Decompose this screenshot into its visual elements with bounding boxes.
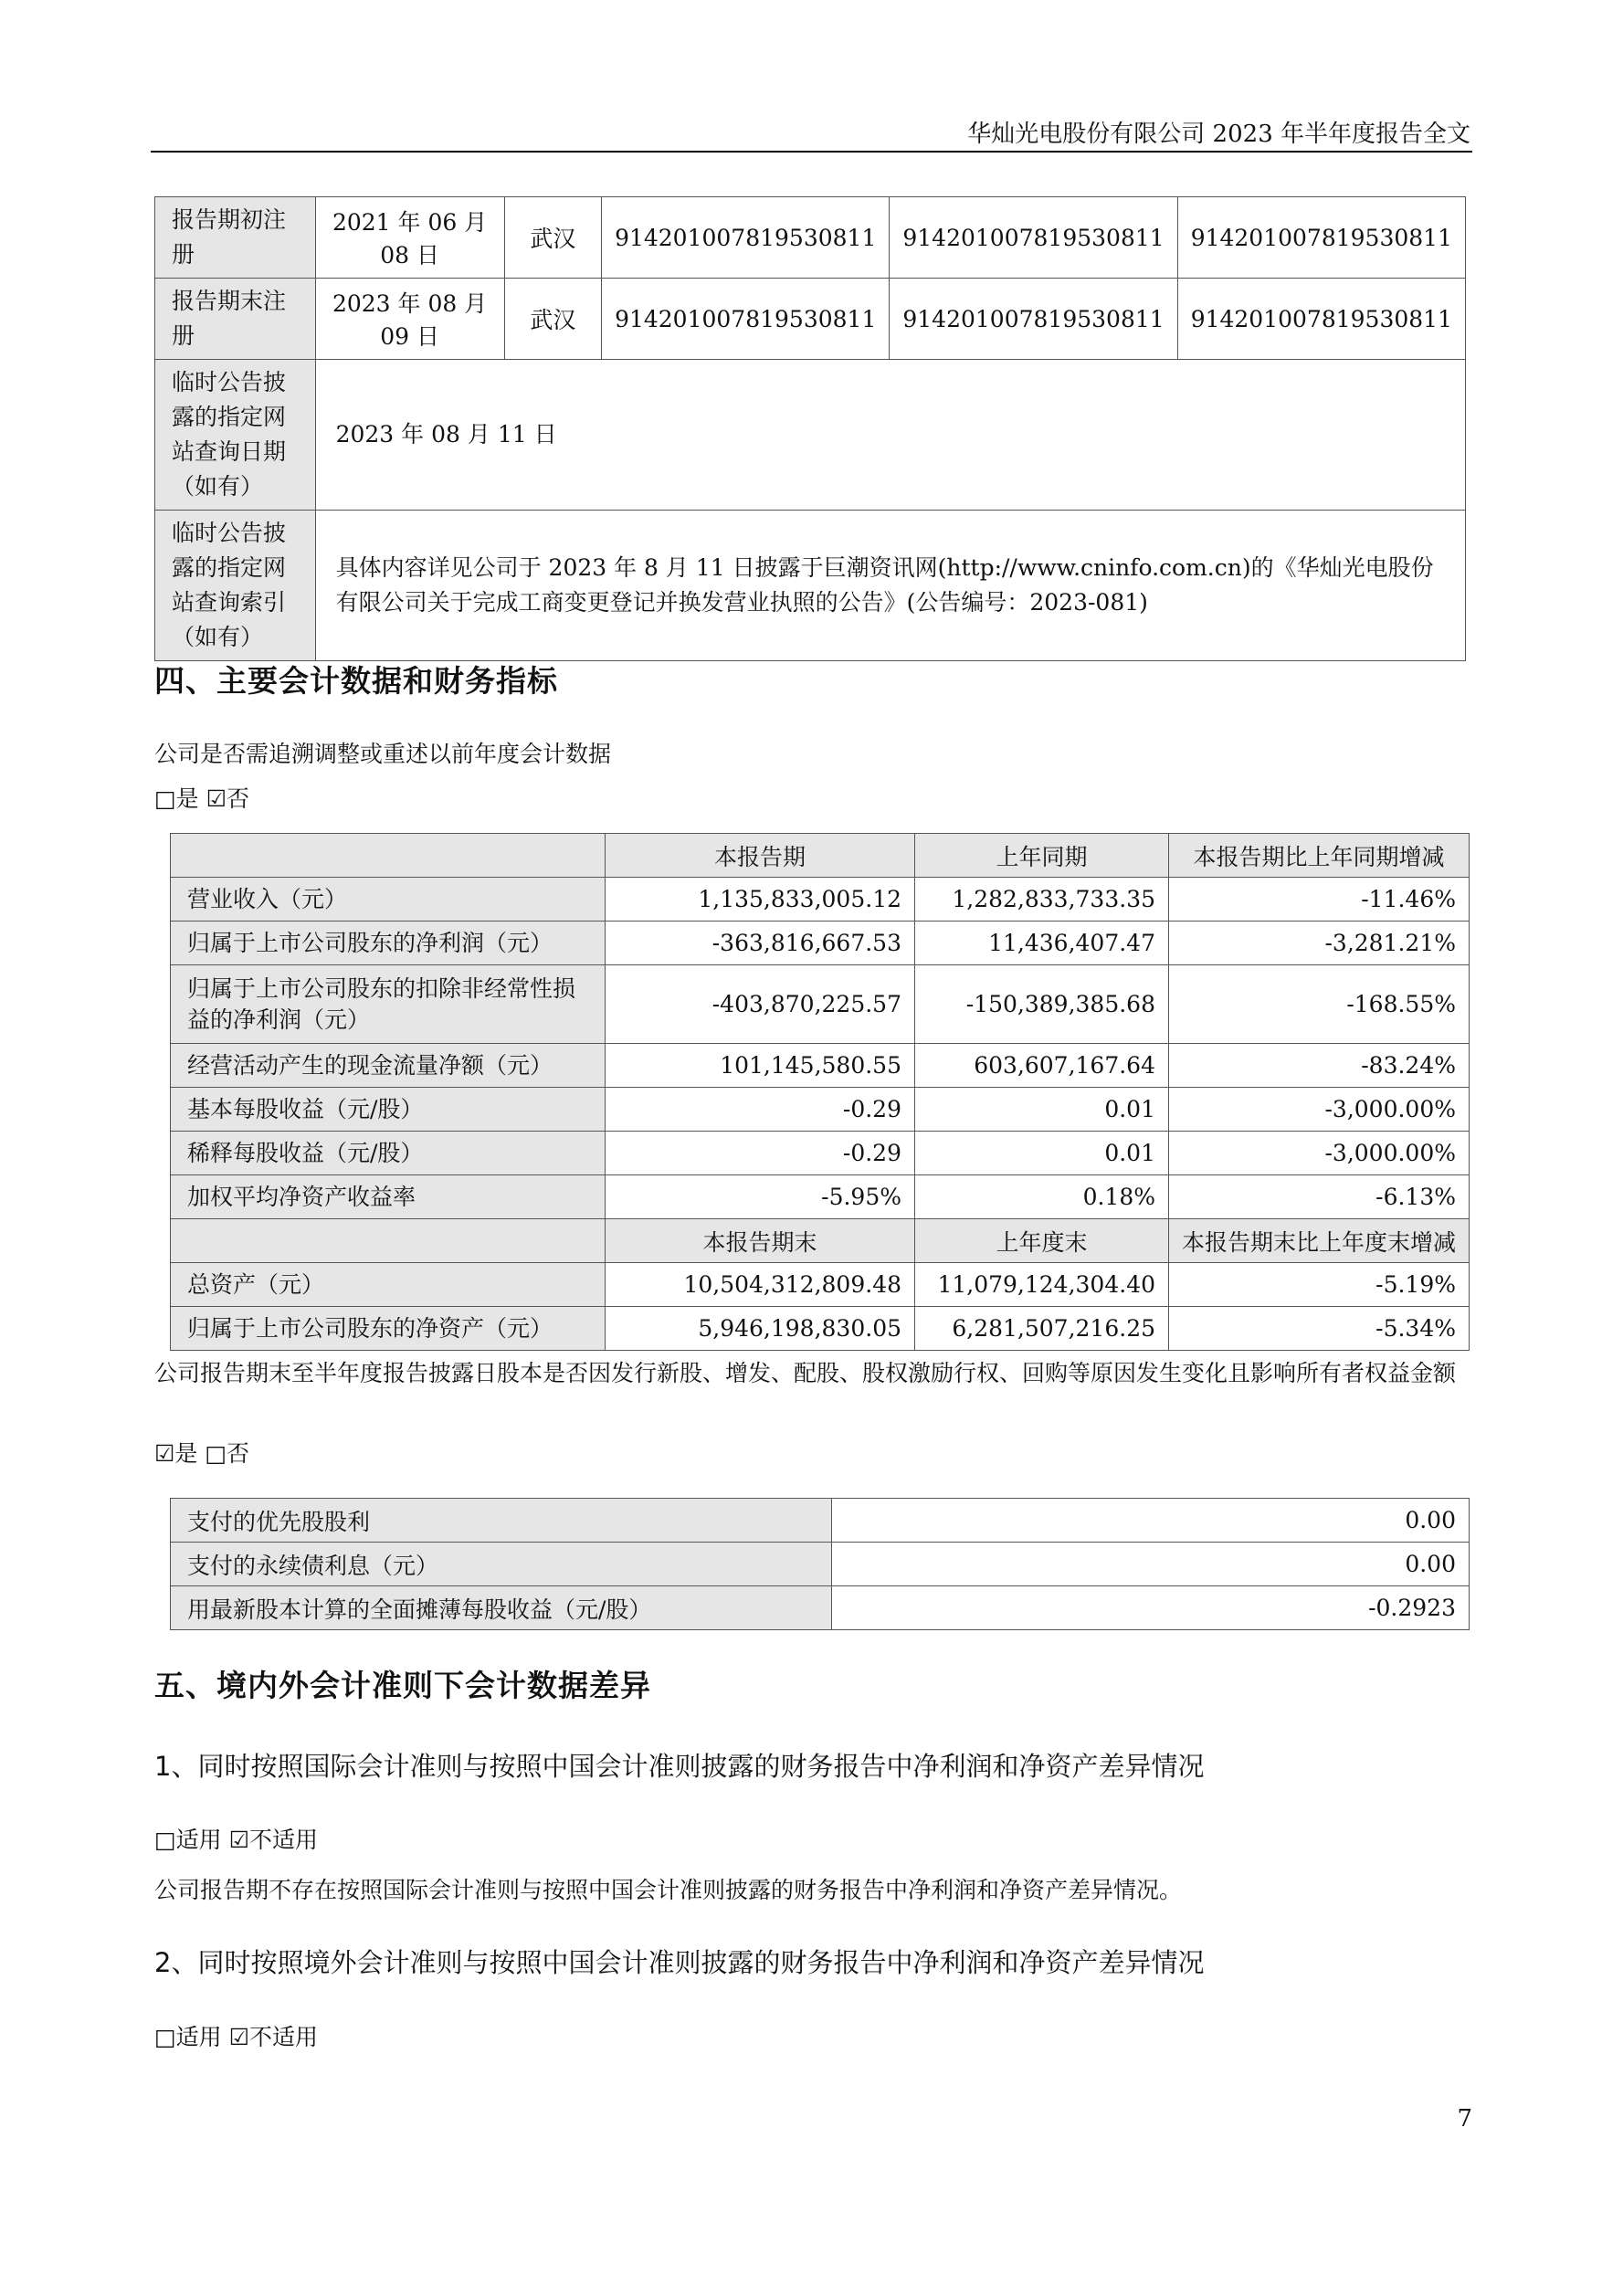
query-date-row <box>155 360 1466 511</box>
change-value: -3,000.00% <box>1169 1132 1470 1175</box>
subsection-1-text: 公司报告期不存在按照国际会计准则与按照中国会计准则披露的财务报告中净利润和净资产差异情况。 <box>154 1877 1183 1903</box>
row-label: 总资产（元） <box>171 1263 606 1307</box>
query-date-label: 临时公告披露的指定网站查询日期（如有） <box>155 360 316 511</box>
query-index-row <box>155 511 1466 661</box>
registration-code: 914201007819530811 <box>602 197 890 279</box>
section-4-title: 四、主要会计数据和财务指标 <box>154 663 558 699</box>
table-row <box>171 1263 1470 1307</box>
row-label: 经营活动产生的现金流量净额（元） <box>171 1044 606 1088</box>
row-value: 0.00 <box>832 1543 1470 1586</box>
subsection-2-title: 2、同时按照境外会计准则与按照中国会计准则披露的财务报告中净利润和净资产差异情况 <box>154 1947 1205 1978</box>
registration-code: 914201007819530811 <box>1177 197 1465 279</box>
prior-value: 0.01 <box>915 1088 1169 1132</box>
current-value: -0.29 <box>606 1088 915 1132</box>
registration-table <box>154 196 1466 661</box>
change-value: -3,281.21% <box>1169 922 1470 965</box>
table-row <box>171 1175 1470 1219</box>
prior-value: 6,281,507,216.25 <box>915 1307 1169 1351</box>
registration-label: 报告期初注册 <box>155 197 316 279</box>
report-header-title: 华灿光电股份有限公司 2023 年半年度报告全文 <box>967 121 1470 148</box>
row-label: 营业收入（元） <box>171 878 606 922</box>
table-row <box>171 1586 1470 1630</box>
eps-table <box>170 1498 1470 1630</box>
financial-indicators-table <box>170 833 1470 1351</box>
row-label: 支付的优先股股利 <box>171 1499 832 1543</box>
share-change-question: 公司报告期末至半年度报告披露日股本是否因发行新股、增发、配股、股权激励行权、回购等原因发生变化且影响所有者权益金额 <box>154 1360 1457 1386</box>
current-value: -403,870,225.57 <box>606 965 915 1044</box>
registration-code: 914201007819530811 <box>1177 279 1465 360</box>
section-5-title: 五、境内外会计准则下会计数据差异 <box>154 1668 651 1703</box>
prior-value: 11,079,124,304.40 <box>915 1263 1169 1307</box>
column-header: 本报告期比上年同期增减 <box>1169 834 1470 878</box>
table-row <box>171 1307 1470 1351</box>
registration-row <box>155 279 1466 360</box>
current-value: 1,135,833,005.12 <box>606 878 915 922</box>
change-value: -168.55% <box>1169 965 1470 1044</box>
row-label: 归属于上市公司股东的扣除非经常性损益的净利润（元） <box>171 965 606 1044</box>
prior-value: 0.01 <box>915 1132 1169 1175</box>
table-header-row <box>171 834 1470 878</box>
registration-code: 914201007819530811 <box>890 279 1177 360</box>
change-value: -3,000.00% <box>1169 1088 1470 1132</box>
change-value: -6.13% <box>1169 1175 1470 1219</box>
current-value: -0.29 <box>606 1132 915 1175</box>
retro-answer: □是 ☑否 <box>154 785 249 812</box>
registration-label: 报告期末注册 <box>155 279 316 360</box>
table-row <box>171 1499 1470 1543</box>
query-index-label: 临时公告披露的指定网站查询索引（如有） <box>155 511 316 661</box>
column-header: 上年同期 <box>915 834 1169 878</box>
prior-value: 11,436,407.47 <box>915 922 1169 965</box>
current-value: 5,946,198,830.05 <box>606 1307 915 1351</box>
registration-place: 武汉 <box>504 279 601 360</box>
row-label: 用最新股本计算的全面摊薄每股收益（元/股） <box>171 1586 832 1630</box>
row-label: 稀释每股收益（元/股） <box>171 1132 606 1175</box>
column-header: 本报告期 <box>606 834 915 878</box>
change-value: -11.46% <box>1169 878 1470 922</box>
subsection-1-answer: □适用 ☑不适用 <box>154 1827 318 1853</box>
registration-date: 2023 年 08 月 09 日 <box>315 279 504 360</box>
row-value: -0.2923 <box>832 1586 1470 1630</box>
prior-value: 1,282,833,733.35 <box>915 878 1169 922</box>
page-number: 7 <box>1457 2105 1472 2133</box>
prior-value: -150,389,385.68 <box>915 965 1169 1044</box>
prior-value: 0.18% <box>915 1175 1169 1219</box>
row-label: 归属于上市公司股东的净资产（元） <box>171 1307 606 1351</box>
row-value: 0.00 <box>832 1499 1470 1543</box>
query-date-value: 2023 年 08 月 11 日 <box>315 360 1465 511</box>
subsection-2-answer: □适用 ☑不适用 <box>154 2024 318 2050</box>
table-row <box>171 965 1470 1044</box>
subsection-1-title: 1、同时按照国际会计准则与按照中国会计准则披露的财务报告中净利润和净资产差异情况 <box>154 1751 1205 1782</box>
row-label: 基本每股收益（元/股） <box>171 1088 606 1132</box>
change-value: -5.34% <box>1169 1307 1470 1351</box>
registration-date: 2021 年 06 月 08 日 <box>315 197 504 279</box>
column-header: 本报告期末 <box>606 1219 915 1263</box>
column-header: 本报告期末比上年度末增减 <box>1169 1219 1470 1263</box>
current-value: 10,504,312,809.48 <box>606 1263 915 1307</box>
row-label: 加权平均净资产收益率 <box>171 1175 606 1219</box>
change-value: -83.24% <box>1169 1044 1470 1088</box>
registration-row <box>155 197 1466 279</box>
header-rule <box>151 151 1472 153</box>
column-header: 上年度末 <box>915 1219 1169 1263</box>
current-value: -5.95% <box>606 1175 915 1219</box>
registration-place: 武汉 <box>504 197 601 279</box>
retro-question: 公司是否需追溯调整或重述以前年度会计数据 <box>154 741 612 767</box>
share-change-answer: ☑是 □否 <box>154 1440 249 1467</box>
table-row <box>171 878 1470 922</box>
row-label: 支付的永续债利息（元） <box>171 1543 832 1586</box>
row-label: 归属于上市公司股东的净利润（元） <box>171 922 606 965</box>
query-index-value: 具体内容详见公司于 2023 年 8 月 11 日披露于巨潮资讯网(http://www.cninfo.com.cn)的《华灿光电股份有限公司关于完成工商变更登记并换发营业执照的公告》(公告编号：2023-081) <box>315 511 1465 661</box>
registration-code: 914201007819530811 <box>602 279 890 360</box>
table-row <box>171 1044 1470 1088</box>
registration-code: 914201007819530811 <box>890 197 1177 279</box>
current-value: -363,816,667.53 <box>606 922 915 965</box>
table-row <box>171 922 1470 965</box>
table-row <box>171 1088 1470 1132</box>
prior-value: 603,607,167.64 <box>915 1044 1169 1088</box>
table-row <box>171 1132 1470 1175</box>
table-row <box>171 1543 1470 1586</box>
current-value: 101,145,580.55 <box>606 1044 915 1088</box>
change-value: -5.19% <box>1169 1263 1470 1307</box>
table-header-row <box>171 1219 1470 1263</box>
